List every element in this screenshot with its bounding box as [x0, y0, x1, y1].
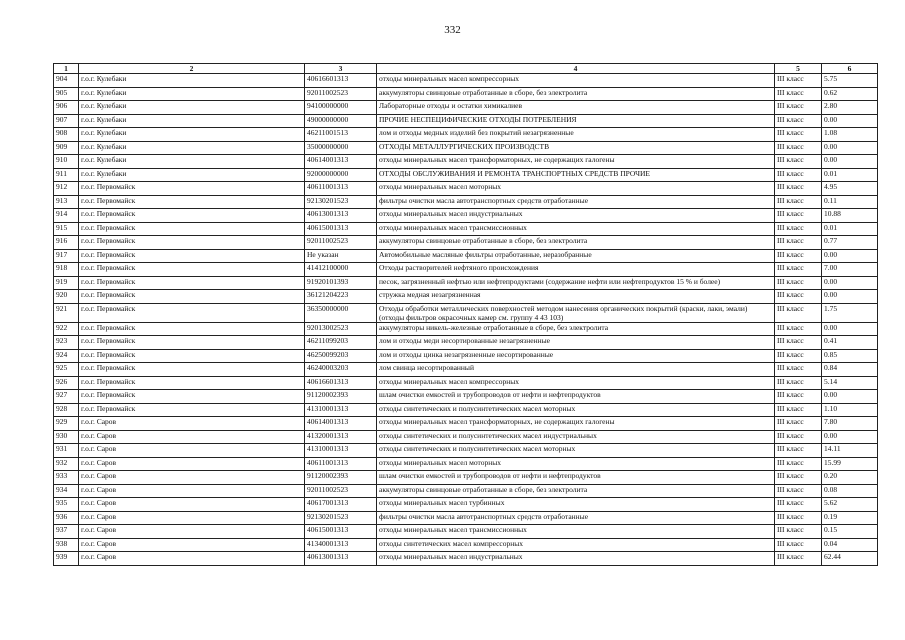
- waste-name-cell: отходы минеральных масел компрессорных: [377, 376, 775, 390]
- row-number-cell: 909: [54, 141, 79, 155]
- amount-cell: 7.80: [822, 417, 878, 431]
- row-number-cell: 928: [54, 403, 79, 417]
- waste-code-cell: 40614001313: [305, 155, 377, 169]
- waste-name-cell: песок, загрязненный нефтью или нефтепродуктами (содержание нефти или нефтепродуктов 15 % и более): [377, 276, 775, 290]
- waste-name-cell: отходы минеральных масел моторных: [377, 457, 775, 471]
- waste-name-cell: аккумуляторы свинцовые отработанные в сборе, без электролита: [377, 484, 775, 498]
- waste-name-cell: отходы минеральных масел турбинных: [377, 498, 775, 512]
- district-cell: г.о.г. Первомайск: [79, 290, 305, 304]
- district-cell: г.о.г. Первомайск: [79, 209, 305, 223]
- hazard-class-cell: III класс: [775, 114, 822, 128]
- waste-code-cell: 40616601313: [305, 376, 377, 390]
- waste-name-cell: шлам очистки емкостей и трубопроводов от нефти и нефтепродуктов: [377, 390, 775, 404]
- waste-name-cell: аккумуляторы никель-железные отработанные в сборе, без электролита: [377, 322, 775, 336]
- district-cell: г.о.г. Кулебаки: [79, 74, 305, 88]
- district-cell: г.о.г. Первомайск: [79, 222, 305, 236]
- amount-cell: 0.19: [822, 511, 878, 525]
- waste-code-cell: 41340001313: [305, 538, 377, 552]
- table-row: [54, 457, 878, 471]
- table-row: [54, 249, 878, 263]
- waste-code-cell: 41310001313: [305, 403, 377, 417]
- row-number-cell: 917: [54, 249, 79, 263]
- waste-code-cell: 91120002393: [305, 471, 377, 485]
- waste-code-cell: 91920101393: [305, 276, 377, 290]
- amount-cell: 0.00: [822, 322, 878, 336]
- row-number-cell: 939: [54, 552, 79, 566]
- row-number-cell: 932: [54, 457, 79, 471]
- district-cell: г.о.г. Первомайск: [79, 376, 305, 390]
- amount-cell: 5.14: [822, 376, 878, 390]
- district-cell: г.о.г. Саров: [79, 511, 305, 525]
- district-cell: г.о.г. Саров: [79, 457, 305, 471]
- hazard-class-cell: III класс: [775, 511, 822, 525]
- district-cell: г.о.г. Кулебаки: [79, 128, 305, 142]
- waste-name-cell: фильтры очистки масла автотранспортных средств отработанные: [377, 195, 775, 209]
- hazard-class-cell: III класс: [775, 498, 822, 512]
- waste-code-cell: 49000000000: [305, 114, 377, 128]
- district-cell: г.о.г. Кулебаки: [79, 101, 305, 115]
- district-cell: г.о.г. Саров: [79, 430, 305, 444]
- hazard-class-cell: III класс: [775, 290, 822, 304]
- table-row: [54, 525, 878, 539]
- table-row: [54, 141, 878, 155]
- table-row: [54, 552, 878, 566]
- column-header: 1: [54, 64, 79, 74]
- district-cell: г.о.г. Первомайск: [79, 276, 305, 290]
- waste-code-cell: 40617001313: [305, 498, 377, 512]
- waste-name-cell: ПРОЧИЕ НЕСПЕЦИФИЧЕСКИЕ ОТХОДЫ ПОТРЕБЛЕНИЯ: [377, 114, 775, 128]
- row-number-cell: 914: [54, 209, 79, 223]
- district-cell: г.о.г. Первомайск: [79, 322, 305, 336]
- district-cell: г.о.г. Кулебаки: [79, 114, 305, 128]
- district-cell: г.о.г. Первомайск: [79, 303, 305, 322]
- amount-cell: 0.77: [822, 236, 878, 250]
- district-cell: г.о.г. Первомайск: [79, 363, 305, 377]
- waste-name-cell: фильтры очистки масла автотранспортных средств отработанные: [377, 511, 775, 525]
- district-cell: г.о.г. Первомайск: [79, 263, 305, 277]
- table-row: [54, 263, 878, 277]
- column-header: 4: [377, 64, 775, 74]
- amount-cell: 0.01: [822, 168, 878, 182]
- waste-name-cell: отходы синтетических и полусинтетических масел моторных: [377, 403, 775, 417]
- district-cell: г.о.г. Кулебаки: [79, 87, 305, 101]
- waste-name-cell: аккумуляторы свинцовые отработанные в сборе, без электролита: [377, 87, 775, 101]
- waste-name-cell: отходы минеральных масел трансформаторных, не содержащих галогены: [377, 417, 775, 431]
- waste-code-cell: 46211001513: [305, 128, 377, 142]
- hazard-class-cell: III класс: [775, 417, 822, 431]
- table-row: [54, 417, 878, 431]
- hazard-class-cell: III класс: [775, 363, 822, 377]
- amount-cell: 0.84: [822, 363, 878, 377]
- row-number-cell: 936: [54, 511, 79, 525]
- column-header: 2: [79, 64, 305, 74]
- district-cell: г.о.г. Первомайск: [79, 236, 305, 250]
- district-cell: г.о.г. Первомайск: [79, 195, 305, 209]
- waste-name-cell: лом свинца несортированный: [377, 363, 775, 377]
- district-cell: г.о.г. Кулебаки: [79, 155, 305, 169]
- row-number-cell: 923: [54, 336, 79, 350]
- waste-code-cell: 40611001313: [305, 182, 377, 196]
- table-row: [54, 74, 878, 88]
- amount-cell: 0.41: [822, 336, 878, 350]
- row-number-cell: 905: [54, 87, 79, 101]
- table-row: [54, 209, 878, 223]
- amount-cell: 0.00: [822, 114, 878, 128]
- waste-code-cell: 41310001313: [305, 444, 377, 458]
- waste-name-cell: отходы минеральных масел трансмиссионных: [377, 222, 775, 236]
- amount-cell: 10.88: [822, 209, 878, 223]
- table-row: [54, 538, 878, 552]
- table-row: [54, 498, 878, 512]
- table-row: [54, 114, 878, 128]
- hazard-class-cell: III класс: [775, 236, 822, 250]
- hazard-class-cell: III класс: [775, 303, 822, 322]
- table-row: [54, 195, 878, 209]
- amount-cell: 0.08: [822, 484, 878, 498]
- waste-name-cell: Отходы обработки металлических поверхностей методом нанесения органических покрытий (краски, лаки, эмали)(отходы фильтров окрасочных камер см. группу 4 43 103): [377, 303, 775, 322]
- waste-code-cell: 40613001313: [305, 552, 377, 566]
- waste-code-cell: 41412100000: [305, 263, 377, 277]
- waste-name-cell: отходы синтетических масел компрессорных: [377, 538, 775, 552]
- table-row: [54, 444, 878, 458]
- row-number-cell: 931: [54, 444, 79, 458]
- hazard-class-cell: III класс: [775, 471, 822, 485]
- district-cell: г.о.г. Саров: [79, 498, 305, 512]
- hazard-class-cell: III класс: [775, 249, 822, 263]
- waste-code-cell: 92000000000: [305, 168, 377, 182]
- amount-cell: 0.20: [822, 471, 878, 485]
- district-cell: г.о.г. Саров: [79, 444, 305, 458]
- hazard-class-cell: III класс: [775, 430, 822, 444]
- table-row: [54, 322, 878, 336]
- waste-code-cell: 40614001313: [305, 417, 377, 431]
- page-number: 332: [444, 24, 461, 36]
- row-number-cell: 916: [54, 236, 79, 250]
- amount-cell: 0.00: [822, 141, 878, 155]
- amount-cell: 2.80: [822, 101, 878, 115]
- hazard-class-cell: III класс: [775, 155, 822, 169]
- table-row: [54, 182, 878, 196]
- waste-code-cell: 92130201523: [305, 511, 377, 525]
- district-cell: г.о.г. Первомайск: [79, 182, 305, 196]
- table-row: [54, 303, 878, 322]
- table-row: [54, 155, 878, 169]
- waste-name-cell: отходы синтетических и полусинтетических масел индустриальных: [377, 430, 775, 444]
- row-number-cell: 907: [54, 114, 79, 128]
- waste-name-cell: лом и отходы медных изделий без покрытий незагрязненные: [377, 128, 775, 142]
- row-number-cell: 920: [54, 290, 79, 304]
- row-number-cell: 930: [54, 430, 79, 444]
- amount-cell: 0.85: [822, 349, 878, 363]
- amount-cell: 5.75: [822, 74, 878, 88]
- amount-cell: 0.00: [822, 249, 878, 263]
- amount-cell: 0.04: [822, 538, 878, 552]
- hazard-class-cell: III класс: [775, 87, 822, 101]
- district-cell: г.о.г. Саров: [79, 471, 305, 485]
- waste-name-cell: Отходы растворителей нефтяного происхождения: [377, 263, 775, 277]
- amount-cell: 0.01: [822, 222, 878, 236]
- row-number-cell: 935: [54, 498, 79, 512]
- column-header: 6: [822, 64, 878, 74]
- amount-cell: 0.00: [822, 276, 878, 290]
- waste-code-cell: 46240003203: [305, 363, 377, 377]
- district-cell: г.о.г. Саров: [79, 484, 305, 498]
- waste-code-cell: 46211099203: [305, 336, 377, 350]
- waste-name-cell: отходы минеральных масел индустриальных: [377, 209, 775, 223]
- hazard-class-cell: III класс: [775, 209, 822, 223]
- table-header-row: [54, 64, 878, 74]
- waste-name-cell: лом и отходы цинка незагрязненные несортированные: [377, 349, 775, 363]
- waste-code-cell: 35000000000: [305, 141, 377, 155]
- district-cell: г.о.г. Первомайск: [79, 390, 305, 404]
- table-row: [54, 511, 878, 525]
- row-number-cell: 904: [54, 74, 79, 88]
- row-number-cell: 919: [54, 276, 79, 290]
- waste-code-cell: 40615001313: [305, 525, 377, 539]
- amount-cell: 5.62: [822, 498, 878, 512]
- table-row: [54, 484, 878, 498]
- table-row: [54, 276, 878, 290]
- district-cell: г.о.г. Первомайск: [79, 403, 305, 417]
- table-row: [54, 290, 878, 304]
- table-row: [54, 430, 878, 444]
- waste-name-cell: ОТХОДЫ ОБСЛУЖИВАНИЯ И РЕМОНТА ТРАНСПОРТНЫХ СРЕДСТВ ПРОЧИЕ: [377, 168, 775, 182]
- district-cell: г.о.г. Кулебаки: [79, 141, 305, 155]
- table-row: [54, 222, 878, 236]
- waste-code-cell: 40616601313: [305, 74, 377, 88]
- waste-name-cell: аккумуляторы свинцовые отработанные в сборе, без электролита: [377, 236, 775, 250]
- district-cell: г.о.г. Первомайск: [79, 336, 305, 350]
- hazard-class-cell: III класс: [775, 101, 822, 115]
- amount-cell: 0.00: [822, 155, 878, 169]
- table-row: [54, 471, 878, 485]
- district-cell: г.о.г. Первомайск: [79, 249, 305, 263]
- waste-code-cell: 40611001313: [305, 457, 377, 471]
- waste-name-cell: шлам очистки емкостей и трубопроводов от нефти и нефтепродуктов: [377, 471, 775, 485]
- waste-code-cell: 92013002523: [305, 322, 377, 336]
- row-number-cell: 927: [54, 390, 79, 404]
- hazard-class-cell: III класс: [775, 349, 822, 363]
- hazard-class-cell: III класс: [775, 276, 822, 290]
- hazard-class-cell: III класс: [775, 403, 822, 417]
- table-row: [54, 363, 878, 377]
- row-number-cell: 922: [54, 322, 79, 336]
- amount-cell: 62.44: [822, 552, 878, 566]
- row-number-cell: 925: [54, 363, 79, 377]
- waste-name-cell: Автомобильные масляные фильтры отработанные, неразобранные: [377, 249, 775, 263]
- hazard-class-cell: III класс: [775, 457, 822, 471]
- waste-code-cell: Не указан: [305, 249, 377, 263]
- hazard-class-cell: III класс: [775, 141, 822, 155]
- row-number-cell: 911: [54, 168, 79, 182]
- row-number-cell: 937: [54, 525, 79, 539]
- table-row: [54, 87, 878, 101]
- district-cell: г.о.г. Саров: [79, 525, 305, 539]
- amount-cell: 0.00: [822, 430, 878, 444]
- hazard-class-cell: III класс: [775, 74, 822, 88]
- column-header: 5: [775, 64, 822, 74]
- row-number-cell: 910: [54, 155, 79, 169]
- table-row: [54, 236, 878, 250]
- waste-code-cell: 41320001313: [305, 430, 377, 444]
- hazard-class-cell: III класс: [775, 182, 822, 196]
- amount-cell: 7.00: [822, 263, 878, 277]
- table-row: [54, 101, 878, 115]
- hazard-class-cell: III класс: [775, 168, 822, 182]
- hazard-class-cell: III класс: [775, 222, 822, 236]
- waste-code-cell: 40615001313: [305, 222, 377, 236]
- hazard-class-cell: III класс: [775, 552, 822, 566]
- amount-cell: 4.95: [822, 182, 878, 196]
- row-number-cell: 929: [54, 417, 79, 431]
- hazard-class-cell: III класс: [775, 376, 822, 390]
- waste-name-cell: отходы минеральных масел трансмиссионных: [377, 525, 775, 539]
- waste-code-cell: 46250099203: [305, 349, 377, 363]
- waste-code-cell: 36121204223: [305, 290, 377, 304]
- row-number-cell: 915: [54, 222, 79, 236]
- waste-name-cell: ОТХОДЫ МЕТАЛЛУРГИЧЕСКИХ ПРОИЗВОДСТВ: [377, 141, 775, 155]
- amount-cell: 15.99: [822, 457, 878, 471]
- hazard-class-cell: III класс: [775, 444, 822, 458]
- district-cell: г.о.г. Саров: [79, 552, 305, 566]
- table-row: [54, 168, 878, 182]
- amount-cell: 0.11: [822, 195, 878, 209]
- row-number-cell: 906: [54, 101, 79, 115]
- district-cell: г.о.г. Саров: [79, 417, 305, 431]
- hazard-class-cell: III класс: [775, 525, 822, 539]
- waste-name-cell: стружка медная незагрязненная: [377, 290, 775, 304]
- waste-code-cell: 92130201523: [305, 195, 377, 209]
- row-number-cell: 912: [54, 182, 79, 196]
- waste-name-cell: лом и отходы меди несортированные незагрязненные: [377, 336, 775, 350]
- row-number-cell: 908: [54, 128, 79, 142]
- row-number-cell: 938: [54, 538, 79, 552]
- district-cell: г.о.г. Кулебаки: [79, 168, 305, 182]
- table-row: [54, 403, 878, 417]
- district-cell: г.о.г. Первомайск: [79, 349, 305, 363]
- row-number-cell: 913: [54, 195, 79, 209]
- hazard-class-cell: III класс: [775, 484, 822, 498]
- row-number-cell: 926: [54, 376, 79, 390]
- hazard-class-cell: III класс: [775, 195, 822, 209]
- row-number-cell: 934: [54, 484, 79, 498]
- row-number-cell: 933: [54, 471, 79, 485]
- table-row: [54, 376, 878, 390]
- amount-cell: 14.11: [822, 444, 878, 458]
- amount-cell: 0.00: [822, 390, 878, 404]
- hazard-class-cell: III класс: [775, 128, 822, 142]
- waste-name-cell: отходы минеральных масел трансформаторных, не содержащих галогены: [377, 155, 775, 169]
- amount-cell: 1.08: [822, 128, 878, 142]
- waste-code-cell: 91120002393: [305, 390, 377, 404]
- row-number-cell: 918: [54, 263, 79, 277]
- column-header: 3: [305, 64, 377, 74]
- hazard-class-cell: III класс: [775, 322, 822, 336]
- waste-name-cell: отходы минеральных масел компрессорных: [377, 74, 775, 88]
- hazard-class-cell: III класс: [775, 336, 822, 350]
- waste-table: [53, 63, 878, 566]
- hazard-class-cell: III класс: [775, 263, 822, 277]
- table-body: [54, 74, 878, 566]
- waste-name-cell: отходы синтетических и полусинтетических масел моторных: [377, 444, 775, 458]
- waste-name-cell: отходы минеральных масел индустриальных: [377, 552, 775, 566]
- waste-code-cell: 92011002523: [305, 484, 377, 498]
- waste-code-cell: 36350000000: [305, 303, 377, 322]
- row-number-cell: 921: [54, 303, 79, 322]
- waste-name-cell: отходы минеральных масел моторных: [377, 182, 775, 196]
- hazard-class-cell: III класс: [775, 538, 822, 552]
- waste-name-cell: Лабораторные отходы и остатки химикалиев: [377, 101, 775, 115]
- table-row: [54, 336, 878, 350]
- table-row: [54, 128, 878, 142]
- hazard-class-cell: III класс: [775, 390, 822, 404]
- waste-code-cell: 92011002523: [305, 87, 377, 101]
- amount-cell: 0.00: [822, 290, 878, 304]
- waste-code-cell: 40613001313: [305, 209, 377, 223]
- table-row: [54, 349, 878, 363]
- amount-cell: 1.75: [822, 303, 878, 322]
- waste-code-cell: 92011002523: [305, 236, 377, 250]
- amount-cell: 0.15: [822, 525, 878, 539]
- amount-cell: 1.10: [822, 403, 878, 417]
- amount-cell: 0.62: [822, 87, 878, 101]
- waste-code-cell: 94100000000: [305, 101, 377, 115]
- district-cell: г.о.г. Саров: [79, 538, 305, 552]
- table-row: [54, 390, 878, 404]
- row-number-cell: 924: [54, 349, 79, 363]
